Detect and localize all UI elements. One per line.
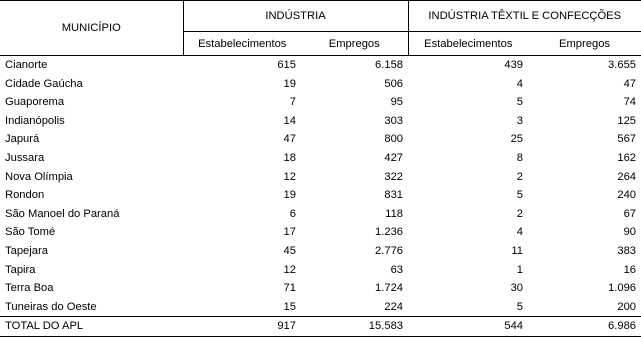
- total-row: [0, 317, 641, 337]
- cell-industria-empregos: 1.724: [375, 282, 404, 295]
- cell-textil-empregos: 240: [617, 189, 637, 202]
- table-row: [0, 56, 641, 75]
- cell-industria-estabelecimentos: 18: [283, 151, 296, 164]
- cell-municipio: Terra Boa: [5, 282, 54, 295]
- cell-textil-estabelecimentos: 439: [504, 59, 524, 71]
- cell-municipio: Cidade Gaúcha: [5, 77, 83, 90]
- table-row: [0, 205, 641, 224]
- header-industria-estabelecimentos: Estabelecimentos: [183, 32, 301, 56]
- cell-textil-estabelecimentos: 2: [516, 207, 524, 220]
- cell-textil-estabelecimentos: 5: [516, 96, 524, 109]
- cell-industria-estabelecimentos: 19: [283, 77, 296, 90]
- cell-textil-empregos: 1.096: [608, 282, 637, 295]
- header-group-industria: INDÚSTRIA: [183, 1, 408, 32]
- cell-textil-empregos: 74: [623, 96, 637, 109]
- cell-textil-estabelecimentos: 4: [516, 226, 524, 239]
- table-row: [0, 168, 641, 187]
- header-industria-empregos: Empregos: [301, 32, 408, 56]
- cell-industria-empregos: 95: [390, 96, 404, 109]
- cell-industria-estabelecimentos: 47: [283, 133, 296, 146]
- cell-industria-empregos: 506: [384, 77, 404, 90]
- table-header: [0, 1, 641, 56]
- cell-municipio: Indianópolis: [5, 114, 65, 127]
- table-row: [0, 93, 641, 112]
- cell-industria-empregos: 6.158: [375, 59, 404, 71]
- cell-municipio: Tuneiras do Oeste: [5, 300, 97, 313]
- cell-industria-empregos: 2.776: [375, 244, 404, 257]
- cell-textil-empregos: 567: [617, 133, 637, 146]
- cell-industria-estabelecimentos: 19: [283, 189, 296, 202]
- cell-textil-empregos: 16: [623, 263, 637, 276]
- cell-industria-empregos: 1.236: [375, 226, 404, 239]
- cell-industria-empregos: 224: [384, 300, 404, 313]
- cell-textil-estabelecimentos: 4: [516, 77, 524, 90]
- cell-textil-empregos: 200: [617, 300, 637, 313]
- cell-textil-empregos: 264: [617, 170, 637, 183]
- cell-textil-estabelecimentos: 25: [510, 133, 524, 146]
- cell-textil-empregos: 162: [617, 151, 637, 164]
- cell-industria-empregos: 427: [384, 151, 404, 164]
- cell-industria-empregos: 118: [385, 207, 404, 220]
- cell-textil-estabelecimentos: 3: [516, 114, 524, 127]
- table-row: [0, 223, 641, 242]
- cell-textil-empregos: 67: [623, 207, 637, 220]
- cell-textil-estabelecimentos: 11: [511, 244, 524, 257]
- cell-industria-estabelecimentos: 14: [283, 114, 296, 127]
- cell-municipio: Cianorte: [5, 59, 48, 71]
- table-row: [0, 261, 641, 280]
- table-row: [0, 130, 641, 149]
- cell-industria-estabelecimentos: 12: [283, 170, 296, 183]
- cell-textil-estabelecimentos: 5: [516, 300, 524, 313]
- cell-municipio: Jussara: [5, 151, 45, 164]
- cell-industria-empregos: 303: [384, 114, 404, 127]
- cell-industria-estabelecimentos: 6: [289, 207, 296, 220]
- table-row: [0, 149, 641, 168]
- cell-textil-estabelecimentos: 5: [516, 189, 524, 202]
- cell-industria-empregos: 831: [384, 189, 404, 202]
- cell-municipio: São Manoel do Paraná: [5, 207, 120, 220]
- cell-textil-empregos: 3.655: [608, 59, 637, 71]
- cell-industria-estabelecimentos: 71: [283, 282, 296, 295]
- header-textil-empregos: Empregos: [528, 32, 641, 56]
- cell-municipio: São Tomé: [5, 226, 56, 239]
- cell-textil-empregos: 383: [617, 244, 637, 257]
- cell-textil-empregos: 90: [623, 226, 637, 239]
- total-cell-municipio: TOTAL DO APL: [0, 317, 183, 337]
- table-row: [0, 242, 641, 261]
- cell-textil-estabelecimentos: 2: [516, 170, 524, 183]
- cell-industria-estabelecimentos: 17: [283, 226, 296, 239]
- cell-industria-estabelecimentos: 7: [289, 96, 296, 109]
- cell-industria-empregos: 63: [390, 263, 404, 276]
- table-row: [0, 298, 641, 317]
- table-row: [0, 279, 641, 298]
- cell-municipio: Japurá: [5, 133, 40, 146]
- total-cell-textil-estabelecimentos: 544: [408, 317, 528, 337]
- cell-industria-estabelecimentos: 12: [283, 263, 296, 276]
- cell-industria-estabelecimentos: 615: [277, 59, 296, 71]
- cell-municipio: Nova Olímpia: [5, 170, 73, 183]
- cell-textil-empregos: 47: [623, 77, 637, 90]
- table-body: [0, 56, 641, 337]
- cell-industria-empregos: 322: [384, 170, 404, 183]
- table-row: [0, 186, 641, 205]
- cell-textil-estabelecimentos: 8: [516, 151, 524, 164]
- cell-municipio: Tapira: [5, 263, 36, 276]
- header-group-textil: INDÚSTRIA TÊXTIL E CONFECÇÕES: [408, 1, 641, 32]
- cell-municipio: Guaporema: [5, 96, 65, 109]
- cell-industria-estabelecimentos: 15: [283, 300, 296, 313]
- cell-industria-estabelecimentos: 45: [283, 244, 296, 257]
- cell-textil-estabelecimentos: 30: [510, 282, 524, 295]
- table-row: [0, 112, 641, 131]
- cell-municipio: Rondon: [5, 189, 45, 202]
- total-cell-industria-empregos: 15.583: [301, 317, 408, 337]
- table-row: [0, 75, 641, 94]
- header-municipio: MUNICÍPIO: [0, 1, 183, 56]
- cell-textil-estabelecimentos: 1: [516, 263, 524, 276]
- cell-industria-empregos: 800: [384, 133, 404, 146]
- cell-municipio: Tapejara: [5, 244, 48, 257]
- total-cell-industria-estabelecimentos: 917: [183, 317, 301, 337]
- total-cell-textil-empregos: 6.986: [528, 317, 641, 337]
- cell-textil-empregos: 125: [617, 114, 637, 127]
- header-textil-estabelecimentos: Estabelecimentos: [408, 32, 528, 56]
